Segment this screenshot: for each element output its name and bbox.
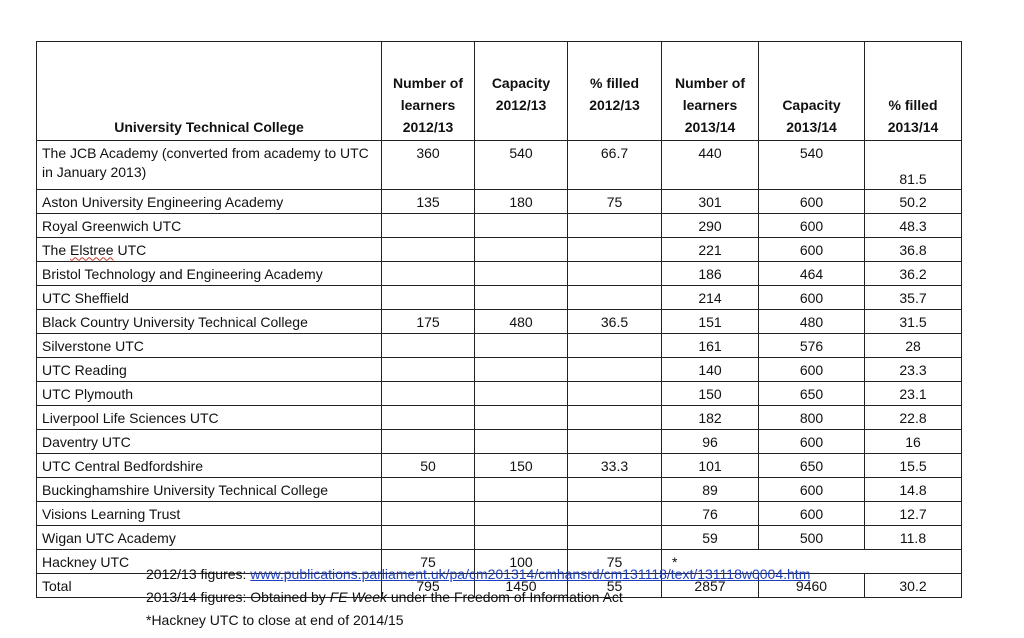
learners-2012-cell bbox=[382, 526, 475, 550]
filled-2013-cell: 14.8 bbox=[865, 478, 962, 502]
college-name: Wigan UTC Academy bbox=[37, 526, 382, 550]
total-filled-2012: 55 bbox=[568, 574, 662, 598]
table-row bbox=[37, 334, 962, 358]
filled-2012-cell bbox=[568, 502, 662, 526]
table-row bbox=[37, 454, 962, 478]
note-2012-source bbox=[146, 563, 810, 586]
capacity-2012-cell bbox=[475, 238, 568, 262]
college-name: Black Country University Technical College bbox=[37, 310, 382, 334]
learners-2013-cell: 186 bbox=[662, 262, 759, 286]
header-filled-2013: % filled 2013/14 bbox=[865, 42, 962, 141]
filled-2013-cell: 28 bbox=[865, 334, 962, 358]
filled-2013-cell: 22.8 bbox=[865, 406, 962, 430]
table-row bbox=[37, 310, 962, 334]
college-name: UTC Reading bbox=[37, 358, 382, 382]
table-row bbox=[37, 262, 962, 286]
learners-2012-cell bbox=[382, 358, 475, 382]
capacity-2013-cell: 600 bbox=[759, 502, 865, 526]
hackney-footnote-marker: * bbox=[662, 550, 962, 574]
college-name: Daventry UTC bbox=[37, 430, 382, 454]
college-name bbox=[37, 238, 382, 262]
capacity-2013-cell: 576 bbox=[759, 334, 865, 358]
total-label: Total bbox=[37, 574, 382, 598]
college-name: Hackney UTC bbox=[37, 550, 382, 574]
note-2013-source bbox=[146, 586, 810, 609]
parliament-source-link[interactable]: www.publications.parliament.uk/pa/cm201314/cmhansrd/cm131118/text/131118w0004.htm bbox=[250, 566, 811, 582]
filled-2013-cell: 48.3 bbox=[865, 214, 962, 238]
capacity-2012-cell bbox=[475, 502, 568, 526]
fe-week-name: FE Week bbox=[329, 589, 387, 605]
table-row bbox=[37, 406, 962, 430]
capacity-2012-cell bbox=[475, 286, 568, 310]
table-row bbox=[37, 214, 962, 238]
capacity-2013-cell: 800 bbox=[759, 406, 865, 430]
filled-2013-cell: 16 bbox=[865, 430, 962, 454]
note-2012-label: 2012/13 figures: bbox=[146, 566, 251, 582]
filled-2012-cell: 36.5 bbox=[568, 310, 662, 334]
learners-2013-cell: 221 bbox=[662, 238, 759, 262]
capacity-2012-cell bbox=[475, 526, 568, 550]
capacity-2013-cell: 600 bbox=[759, 358, 865, 382]
filled-2012-cell bbox=[568, 262, 662, 286]
table-header-row bbox=[37, 42, 962, 141]
table-row bbox=[37, 141, 962, 190]
capacity-2012-cell bbox=[475, 382, 568, 406]
college-name: Buckinghamshire University Technical College bbox=[37, 478, 382, 502]
filled-2013-cell: 36.8 bbox=[865, 238, 962, 262]
college-name: Aston University Engineering Academy bbox=[37, 190, 382, 214]
table-row bbox=[37, 502, 962, 526]
filled-2012-cell bbox=[568, 286, 662, 310]
learners-2012-cell bbox=[382, 214, 475, 238]
filled-2013-cell: 35.7 bbox=[865, 286, 962, 310]
filled-2012-cell bbox=[568, 214, 662, 238]
learners-2012-cell: 50 bbox=[382, 454, 475, 478]
header-learners-2012: Number of learners 2012/13 bbox=[382, 42, 475, 141]
filled-2012-cell bbox=[568, 526, 662, 550]
learners-2013-cell: 440 bbox=[662, 141, 759, 190]
learners-2012-cell: 75 bbox=[382, 550, 475, 574]
filled-2013-cell: 23.1 bbox=[865, 382, 962, 406]
learners-2013-cell: 59 bbox=[662, 526, 759, 550]
capacity-2013-cell: 500 bbox=[759, 526, 865, 550]
total-capacity-2012: 1450 bbox=[475, 574, 568, 598]
learners-2013-cell: 76 bbox=[662, 502, 759, 526]
filled-2012-cell bbox=[568, 382, 662, 406]
filled-2012-cell bbox=[568, 334, 662, 358]
college-name-suffix: UTC bbox=[113, 241, 147, 258]
filled-2013-cell: 12.7 bbox=[865, 502, 962, 526]
learners-2012-cell bbox=[382, 406, 475, 430]
table-row bbox=[37, 238, 962, 262]
learners-2013-cell: 101 bbox=[662, 454, 759, 478]
header-capacity-2013: Capacity 2013/14 bbox=[759, 42, 865, 141]
total-capacity-2013: 9460 bbox=[759, 574, 865, 598]
filled-2013-cell: 36.2 bbox=[865, 262, 962, 286]
filled-2013-cell: 23.3 bbox=[865, 358, 962, 382]
header-capacity-2012: Capacity 2012/13 bbox=[475, 42, 568, 141]
capacity-2013-cell: 600 bbox=[759, 238, 865, 262]
filled-2013-cell: 11.8 bbox=[865, 526, 962, 550]
note-2013-suffix: under the Freedom of Information Act bbox=[387, 589, 623, 605]
college-name: The JCB Academy (converted from academy to UTC in January 2013) bbox=[37, 141, 382, 190]
college-name: Liverpool Life Sciences UTC bbox=[37, 406, 382, 430]
filled-2013-cell: 31.5 bbox=[865, 310, 962, 334]
table-row bbox=[37, 382, 962, 406]
college-name: UTC Plymouth bbox=[37, 382, 382, 406]
table-row bbox=[37, 478, 962, 502]
capacity-2013-cell: 464 bbox=[759, 262, 865, 286]
college-name: UTC Central Bedfordshire bbox=[37, 454, 382, 478]
learners-2012-cell bbox=[382, 502, 475, 526]
learners-2013-cell: 182 bbox=[662, 406, 759, 430]
filled-2013-cell: 15.5 bbox=[865, 454, 962, 478]
note-hackney-closure: *Hackney UTC to close at end of 2014/15 bbox=[146, 612, 404, 628]
header-filled-2012: % filled 2012/13 bbox=[568, 42, 662, 141]
filled-2012-cell: 75 bbox=[568, 550, 662, 574]
learners-2012-cell: 175 bbox=[382, 310, 475, 334]
filled-2012-cell: 66.7 bbox=[568, 141, 662, 190]
capacity-2012-cell bbox=[475, 334, 568, 358]
learners-2013-cell: 151 bbox=[662, 310, 759, 334]
college-name: Bristol Technology and Engineering Academy bbox=[37, 262, 382, 286]
learners-2013-cell: 214 bbox=[662, 286, 759, 310]
learners-2012-cell bbox=[382, 334, 475, 358]
source-notes bbox=[146, 563, 810, 632]
capacity-2012-cell bbox=[475, 478, 568, 502]
capacity-2013-cell: 480 bbox=[759, 310, 865, 334]
college-name: UTC Sheffield bbox=[37, 286, 382, 310]
learners-2013-cell: 150 bbox=[662, 382, 759, 406]
capacity-2012-cell bbox=[475, 358, 568, 382]
filled-2012-cell bbox=[568, 430, 662, 454]
filled-2013-cell: 81.5 bbox=[865, 141, 962, 190]
capacity-2012-cell: 100 bbox=[475, 550, 568, 574]
capacity-2013-cell: 600 bbox=[759, 190, 865, 214]
capacity-2013-cell: 600 bbox=[759, 478, 865, 502]
learners-2012-cell bbox=[382, 286, 475, 310]
learners-2013-cell: 161 bbox=[662, 334, 759, 358]
total-filled-2013: 30.2 bbox=[865, 574, 962, 598]
capacity-2013-cell: 600 bbox=[759, 214, 865, 238]
table-row bbox=[37, 358, 962, 382]
capacity-2012-cell: 480 bbox=[475, 310, 568, 334]
filled-2012-cell bbox=[568, 238, 662, 262]
filled-2012-cell bbox=[568, 358, 662, 382]
learners-2013-cell: 301 bbox=[662, 190, 759, 214]
total-learners-2012: 795 bbox=[382, 574, 475, 598]
total-learners-2013: 2857 bbox=[662, 574, 759, 598]
learners-2013-cell: 290 bbox=[662, 214, 759, 238]
filled-2012-cell: 75 bbox=[568, 190, 662, 214]
learners-2012-cell: 360 bbox=[382, 141, 475, 190]
learners-2012-cell: 135 bbox=[382, 190, 475, 214]
capacity-2012-cell bbox=[475, 430, 568, 454]
note-2013-label: 2013/14 figures: Obtained by bbox=[146, 589, 330, 605]
table-row bbox=[37, 190, 962, 214]
capacity-2012-cell bbox=[475, 406, 568, 430]
capacity-2013-cell: 600 bbox=[759, 430, 865, 454]
capacity-2012-cell: 180 bbox=[475, 190, 568, 214]
table-row bbox=[37, 286, 962, 310]
learners-2012-cell bbox=[382, 238, 475, 262]
filled-2012-cell: 33.3 bbox=[568, 454, 662, 478]
capacity-2012-cell bbox=[475, 262, 568, 286]
learners-2012-cell bbox=[382, 430, 475, 454]
capacity-2012-cell bbox=[475, 214, 568, 238]
header-learners-2013: Number of learners 2013/14 bbox=[662, 42, 759, 141]
college-name-prefix: The bbox=[42, 241, 71, 258]
capacity-2012-cell: 540 bbox=[475, 141, 568, 190]
spellcheck-flagged-word: Elstree bbox=[70, 241, 114, 258]
college-name: Royal Greenwich UTC bbox=[37, 214, 382, 238]
header-college: University Technical College bbox=[37, 42, 382, 141]
filled-2012-cell bbox=[568, 478, 662, 502]
capacity-2013-cell: 600 bbox=[759, 286, 865, 310]
college-name: Silverstone UTC bbox=[37, 334, 382, 358]
college-name: Visions Learning Trust bbox=[37, 502, 382, 526]
table-row bbox=[37, 526, 962, 550]
learners-2013-cell: 89 bbox=[662, 478, 759, 502]
learners-2013-cell: 96 bbox=[662, 430, 759, 454]
capacity-2013-cell: 540 bbox=[759, 141, 865, 190]
filled-2013-cell: 50.2 bbox=[865, 190, 962, 214]
learners-2012-cell bbox=[382, 478, 475, 502]
learners-2012-cell bbox=[382, 382, 475, 406]
capacity-2012-cell: 150 bbox=[475, 454, 568, 478]
utc-table bbox=[36, 41, 962, 598]
filled-2012-cell bbox=[568, 406, 662, 430]
table-row bbox=[37, 430, 962, 454]
capacity-2013-cell: 650 bbox=[759, 382, 865, 406]
learners-2012-cell bbox=[382, 262, 475, 286]
learners-2013-cell: 140 bbox=[662, 358, 759, 382]
capacity-2013-cell: 650 bbox=[759, 454, 865, 478]
